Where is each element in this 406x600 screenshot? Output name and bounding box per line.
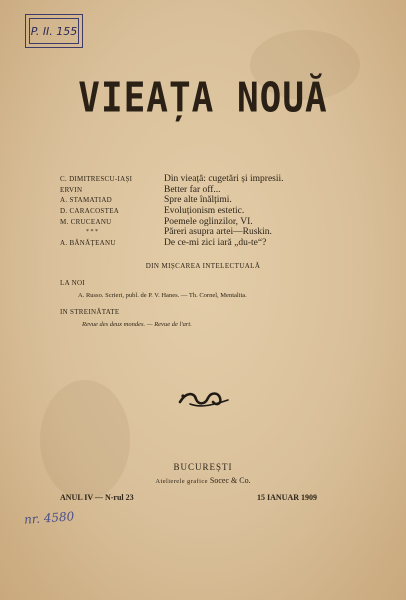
contents-row [60, 216, 370, 227]
contents-row [60, 195, 370, 206]
contents-author: A. STAMATIAD [60, 196, 113, 205]
contents-row [60, 206, 370, 217]
contents-work: De ce-mi zici iară „du-te“? [164, 237, 267, 248]
contents-work: Spre alte înălțimi. [164, 195, 232, 206]
subsection-heading-la-noi: LA NOI [60, 279, 85, 287]
library-stamp [25, 14, 83, 48]
subsection-text-la-noi: A. Russo. Scrieri, publ. de P. V. Hanes. — Th. Cornel, Mentalita. [78, 292, 247, 299]
contents-work: Din vieață: cugetări și impresii. [164, 174, 284, 185]
contents-author: D. CARACOSTEA [60, 207, 120, 216]
subsection-heading-strainatate: IN STREINĂTATE [60, 308, 120, 316]
table-of-contents [60, 174, 370, 248]
section-heading: DIN MIȘCAREA INTELECTUALĂ [145, 262, 261, 270]
printer-line [0, 476, 406, 485]
issue-date: 15 IANUAR 1909 [257, 493, 317, 502]
contents-author: ERVIN [60, 185, 83, 194]
decorative-ornament-icon [178, 390, 230, 408]
journal-title: VIEAȚA NOUĂ [78, 74, 328, 123]
contents-author: A. BĂNĂȚEANU [60, 238, 116, 247]
contents-row [60, 185, 370, 196]
contents-author: C. DIMITRESCU-IAȘI [60, 175, 133, 184]
subsection-text-strainatate: Revue des deux mondes. — Revue de l'art. [82, 321, 192, 328]
handwritten-note: nr. 4580 [23, 509, 75, 527]
issue-volume: ANUL IV — N-rul 23 [60, 493, 134, 502]
contents-work: Evoluționism estetic. [164, 206, 245, 217]
contents-row [60, 174, 370, 185]
contents-work: Păreri asupra artei—Ruskin. [164, 227, 272, 238]
stamp-label: P. II. 155 [30, 24, 78, 38]
publication-city: BUCUREȘTI [173, 462, 233, 472]
contents-row [60, 227, 370, 238]
contents-row [60, 238, 370, 249]
contents-work: Poemele oglinzilor, VI. [164, 216, 253, 227]
contents-author-anonymous: * * * [86, 229, 98, 236]
contents-work: Better far off... [164, 184, 221, 195]
contents-author: M. CRUCEANU [60, 217, 112, 226]
printer-prefix: Atelierele grafice [155, 478, 208, 485]
printer-name: Socec & Co. [209, 476, 251, 485]
